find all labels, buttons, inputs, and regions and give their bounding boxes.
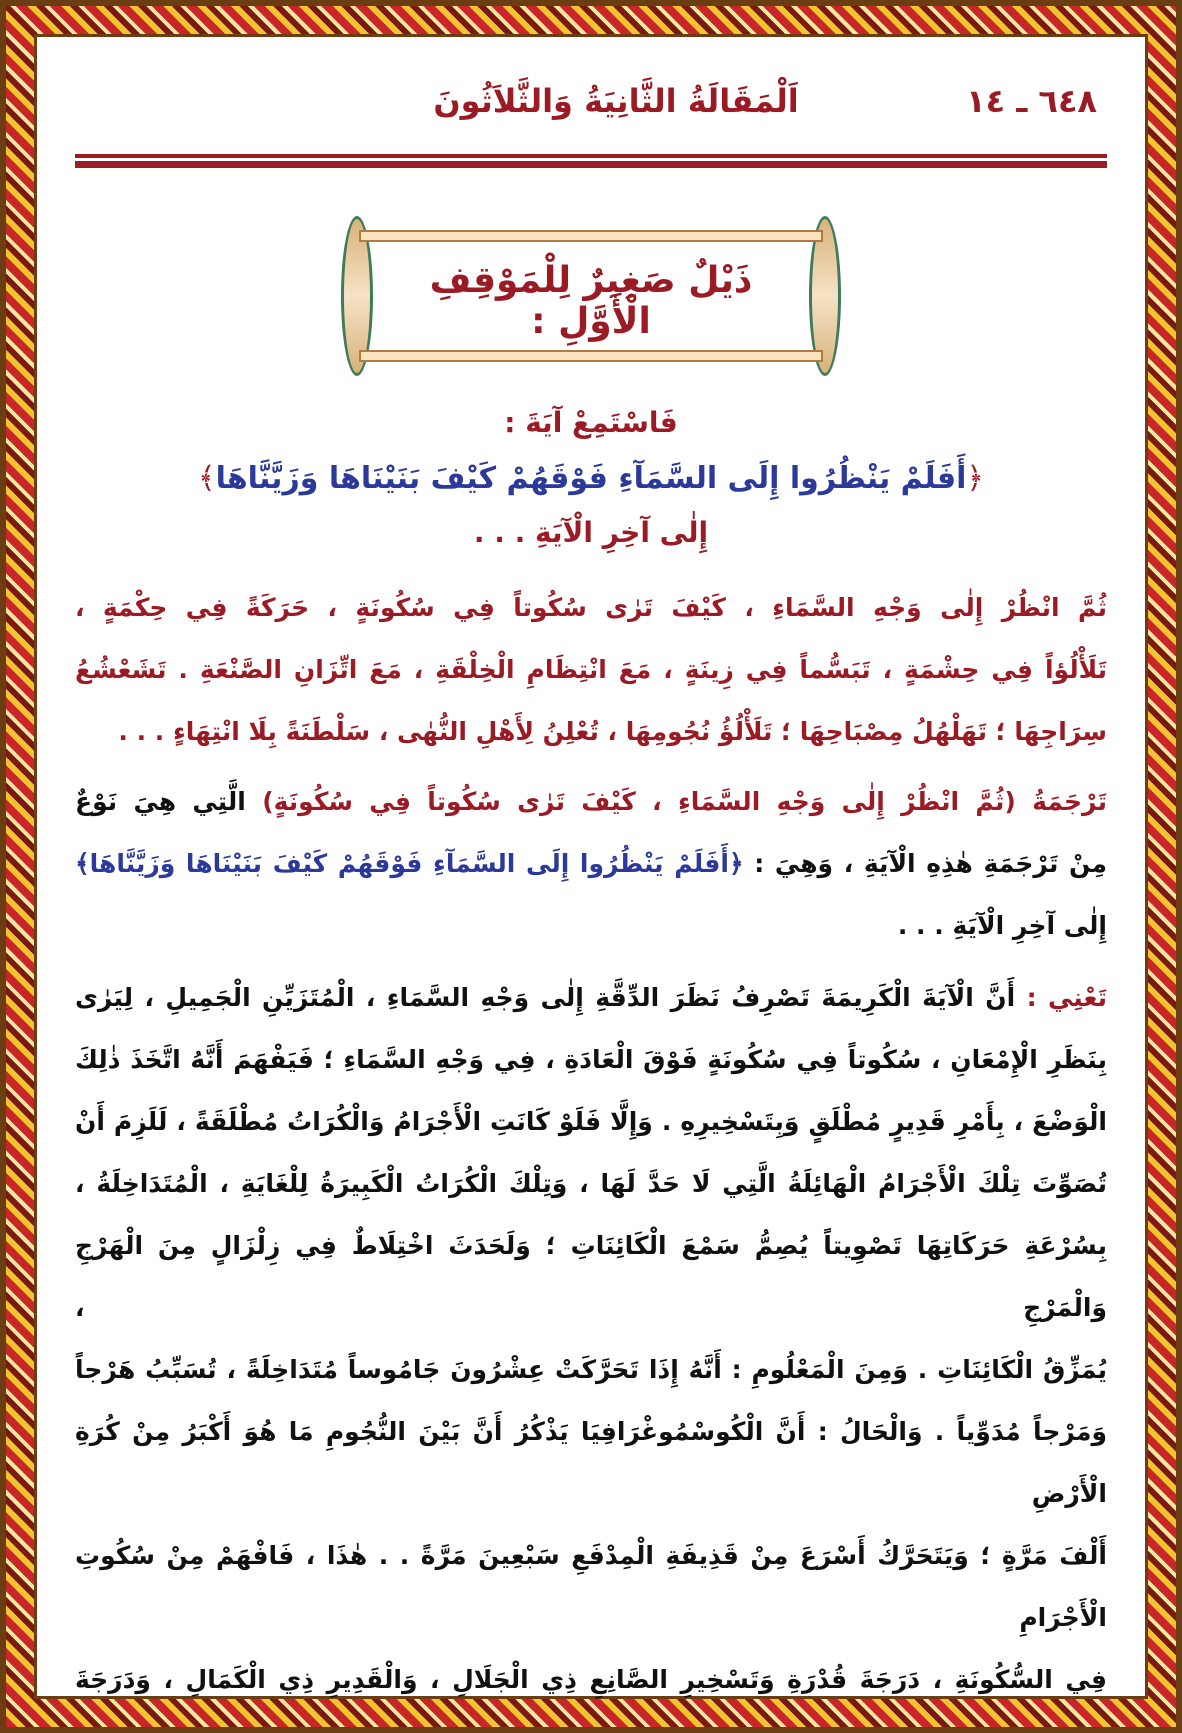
- paragraph-line: [75, 967, 1107, 1029]
- running-header: [75, 60, 1107, 130]
- page-number: ٦٤٨ ـ ١٤: [966, 82, 1097, 120]
- verse-bracket-open: ﴿: [966, 461, 984, 496]
- paragraph-line: وَمَرْجاً مُدَوِّياً . وَالْحَالُ : أَنَّ الْكُوسْمُوغْرَافِيَا يَذْكُرُ أَنَّ بَيْنَ النُّجُومِ مَا هُوَ أَكْبَرُ مِنْ كُرَةِ الْأَرْضِ: [75, 1417, 1107, 1508]
- paragraph-line: فِي السُّكُونَةِ ، دَرَجَةَ قُدْرَةِ وَتَسْخِيرِ الصَّانِعِ ذِي الْجَلَالِ ، وَالْقَدِيرِ ذِي الْكَمَالِ ، وَدَرَجَةَ: [75, 1665, 1107, 1694]
- intro-text: فَاسْتَمِعْ آيَةَ :: [504, 406, 678, 439]
- page-content: [75, 60, 1107, 1711]
- quran-verse: [75, 461, 1107, 496]
- paragraph-line: الْوَضْعَ ، بِأَمْرِ قَدِيرٍ مُطْلَقٍ وَبِتَسْخِيرِهِ . وَإِلَّا فَلَوْ كَانَتِ الْأَجْرَامُ وَالْكُرَاتُ مُطْلَقَةً ، لَلَزِمَ أَنْ: [75, 1107, 1107, 1136]
- translation-text: مِنْ تَرْجَمَةِ هٰذِهِ الْآيَةِ ، وَهِيَ :: [754, 849, 1107, 878]
- section-banner: [341, 216, 841, 376]
- paragraph-line: تَلَأْلُؤاً فِي حِشْمَةٍ ، تَبَسُّماً فِي زِينَةٍ ، مَعَ انْتِظَامِ الْخِلْقَةِ ، مَعَ اتِّزَانِ الصَّنْعَةِ . تَشَعْشُعُ: [75, 655, 1107, 684]
- chapter-title: اَلْمَقَالَةُ الثَّانِيَةُ وَالثَّلاَثُونَ: [433, 82, 799, 120]
- paragraph-line: إِلٰى آخِرِ الْآيَةِ . . .: [897, 911, 1107, 940]
- header-rule-thick: [75, 161, 1107, 168]
- body-text: أَنَّ الْآيَةَ الْكَرِيمَةَ تَصْرِفُ نَظَرَ الدِّقَّةِ إِلٰى وَجْهِ السَّمَاءِ ، الْمُتَزَيِّنِ الْجَمِيلِ ، لِيَرٰى: [75, 983, 1016, 1012]
- verse-text: أَفَلَمْ يَنْظُرُوا إِلَى السَّمَآءِ فَوْقَهُمْ كَيْفَ بَنَيْنَاهَا وَزَيَّنَّاهَا: [215, 461, 967, 496]
- translation-paragraph: [75, 771, 1107, 957]
- paragraph-line: أَلْفَ مَرَّةٍ ؛ وَيَتَحَرَّكُ أَسْرَعَ مِنْ قَذِيفَةِ الْمِدْفَعِ سَبْعِينَ مَرَّةً . . هٰذَا ، فَافْهَمْ مِنْ سُكُوتِ الْأَجْرَامِ: [75, 1541, 1107, 1632]
- banner-bar: [359, 350, 823, 362]
- paragraph-line: بِنَظَرِ الْإِمْعَانِ ، سُكُوتاً فِي سُكُونَةٍ فَوْقَ الْعَادَةِ ، فِي وَجْهِ السَّمَاءِ ؛ فَيَفْهَمَ أَنَّهُ اتَّخَذَ ذٰلِكَ: [75, 1045, 1107, 1074]
- paragraph-line: ثُمَّ انْظُرْ إِلٰى وَجْهِ السَّمَاءِ ، كَيْفَ تَرٰى سُكُوتاً فِي سُكُونَةٍ ، حَرَكَةً فِي حِكْمَةٍ ،: [75, 593, 1107, 622]
- body-label: تَعْنِي :: [1026, 983, 1107, 1012]
- paragraph-line: بِسُرْعَةِ حَرَكَاتِهَا تَصْوِيتاً يُصِمُّ سَمْعَ الْكَائِنَاتِ ؛ وَلَحَدَثَ اخْتِلَاطٌ فِي زِلْزَالٍ مِنَ الْهَرْجِ وَالْمَرْجِ ،: [75, 1231, 1107, 1322]
- paragraph-line: تُصَوِّتَ تِلْكَ الْأَجْرَامُ الْهَائِلَةُ الَّتِي لَا حَدَّ لَهَا ، وَتِلْكَ الْكُرَاتُ الْكَبِيرَةُ لِلْغَايَةِ ، الْمُتَدَاخِلَةُ ،: [75, 1169, 1107, 1198]
- paragraph-line: [75, 833, 1107, 895]
- banner-bar: [359, 230, 823, 242]
- section-title: ذَيْلٌ صَغِيرٌ لِلْمَوْقِفِ الْأَوَّلِ :: [429, 260, 753, 342]
- header-rule: [75, 154, 1107, 158]
- body-paragraph: [75, 967, 1107, 1711]
- paragraph-line: سِرَاجِهَا ؛ تَهَلْهُلُ مِصْبَاحِهَا ؛ تَلَأْلُؤُ نُجُومِهَا ، تُعْلِنُ لِأَهْلِ النُّهٰى ، سَلْطَنَةً بِلَا انْتِهَاءٍ . . .: [118, 717, 1107, 746]
- red-paragraph: [75, 577, 1107, 763]
- verse-bracket-close: ﴾: [198, 461, 216, 496]
- paragraph-line: يُمَزِّقُ الْكَائِنَاتِ . وَمِنَ الْمَعْلُومِ : أَنَّهُ إِذَا تَحَرَّكَتْ عِشْرُونَ جَامُوساً مُتَدَاخِلَةً ، تُسَبِّبُ هَرْجاً: [75, 1355, 1107, 1384]
- paragraph-line: [75, 771, 1107, 833]
- translation-text: الَّتِي هِيَ نَوْعٌ: [75, 787, 246, 816]
- quran-verse-inline: ﴿أَفَلَمْ يَنْظُرُوا إِلَى السَّمَآءِ فَوْقَهُمْ كَيْفَ بَنَيْنَاهَا وَزَيَّنَّاهَا﴾: [75, 849, 744, 878]
- translation-label: تَرْجَمَةُ: [1032, 787, 1107, 816]
- translation-quote: (ثُمَّ انْظُرْ إِلٰى وَجْهِ السَّمَاءِ ، كَيْفَ تَرٰى سُكُوتاً فِي سُكُونَةٍ): [262, 787, 1016, 816]
- verse-continuation: إِلٰى آخِرِ الْآيَةِ . . .: [473, 516, 709, 549]
